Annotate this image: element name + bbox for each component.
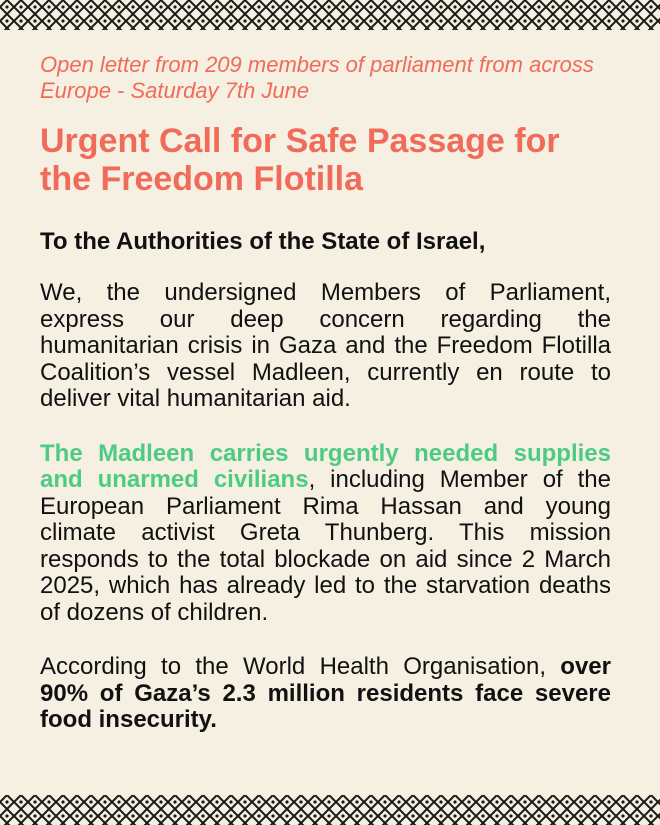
letter-content xyxy=(40,52,611,762)
letter-salutation: To the Authorities of the State of Israel, xyxy=(40,228,486,255)
letter-headline: Urgent Call for Safe Passage for the Freedom Flotilla xyxy=(40,122,560,198)
who-statistic: over 90% of Gaza’s 2.3 million residents face severe food insecurity. xyxy=(40,653,611,733)
who-intro: According to the World Health Organisation, xyxy=(40,653,561,680)
madleen-highlight: The Madleen carries urgently needed supplies and unarmed civilians xyxy=(40,439,611,493)
paragraph-madleen xyxy=(40,441,611,627)
paragraph-who xyxy=(40,654,611,734)
paragraph-concern: We, the undersigned Members of Parliament, express our deep concern regarding the humanitarian crisis in Gaza and the Freedom Flotilla Coalition’s vessel Madleen, currently en route to deliver vital humanitarian aid. xyxy=(40,279,611,412)
keffiyeh-border-bottom xyxy=(0,795,660,825)
madleen-details: , including Member of the European Parliament Rima Hassan and young climate activist Greta Thunberg. This mission responds to the total blockade on aid since 2 March 2025, which has already led to the starvation deaths of dozens of children. xyxy=(40,466,611,626)
letter-subtitle: Open letter from 209 members of parliament from across Europe - Saturday 7th June xyxy=(40,52,594,103)
keffiyeh-border-top xyxy=(0,0,660,30)
